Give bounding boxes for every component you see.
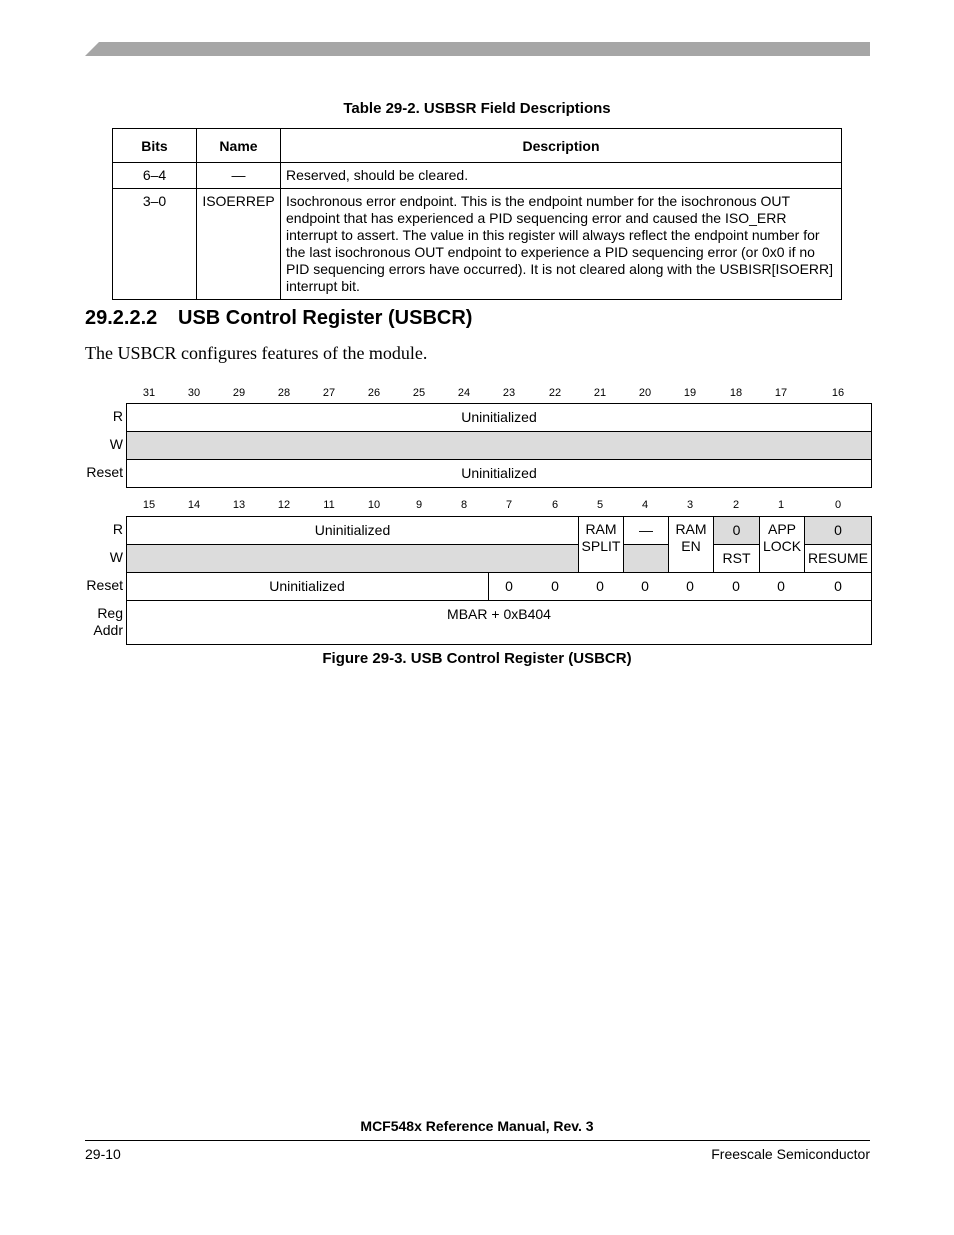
bit0-r-value: 0 <box>834 522 842 538</box>
table-header-row <box>113 129 842 163</box>
row-label-reset: Reset <box>86 464 123 480</box>
bit0-w-cell <box>804 544 872 573</box>
bit-number: 30 <box>187 387 201 399</box>
reset-bit-value: 0 <box>505 578 513 594</box>
reset-bit-value: 0 <box>641 578 649 594</box>
bit-number: 6 <box>551 499 559 511</box>
bit-number: 18 <box>729 387 743 399</box>
bit-number: 28 <box>277 387 291 399</box>
row-label-reg: Reg <box>97 605 123 621</box>
reset-uninitialized: Uninitialized <box>269 578 345 594</box>
bit-number: 17 <box>774 387 788 399</box>
reset-bit-value: 0 <box>777 578 785 594</box>
table-row <box>113 189 842 300</box>
company-name: Freescale Semiconductor <box>711 1146 870 1162</box>
bit-number: 5 <box>596 499 604 511</box>
header-bits: Bits <box>113 129 197 163</box>
bit2-r-cell <box>713 516 760 545</box>
reset-bit-value: 0 <box>596 578 604 594</box>
applock-label-1: APP <box>767 521 796 537</box>
bit-number: 24 <box>457 387 471 399</box>
bit-applock <box>759 516 805 573</box>
bit-number: 3 <box>686 499 694 511</box>
section-heading <box>85 307 472 330</box>
bit-ramsplit <box>578 516 624 573</box>
row-label-addr: Addr <box>93 622 123 638</box>
table-row <box>113 163 842 189</box>
bit-number: 4 <box>641 499 649 511</box>
upper-reset-value: Uninitialized <box>461 465 537 481</box>
page-number: 29-10 <box>85 1146 121 1162</box>
section-number: 29.2.2.2 <box>85 307 158 329</box>
bit-number: 1 <box>777 499 785 511</box>
lower-w-cell-15-6 <box>126 544 579 573</box>
bit-number: 23 <box>502 387 516 399</box>
bit-number: 13 <box>232 499 246 511</box>
bit-number: 8 <box>460 499 468 511</box>
bit4-w-cell <box>623 544 669 573</box>
bit-number: 26 <box>367 387 381 399</box>
row-description: Reserved, should be cleared. <box>281 163 842 189</box>
bit-number: 19 <box>683 387 697 399</box>
upper-reset-cell <box>126 459 872 488</box>
bit-number: 25 <box>412 387 426 399</box>
ramen-label-1: RAM <box>675 521 707 537</box>
section-title: USB Control Register (USBCR) <box>178 307 473 329</box>
reg-addr-value: MBAR + 0xB404 <box>447 606 551 622</box>
bit2-w-value: RST <box>722 550 751 566</box>
ramsplit-label-2: SPLIT <box>581 538 621 554</box>
bit-number: 27 <box>322 387 336 399</box>
bit2-r-value: 0 <box>732 522 741 538</box>
upper-w-cell <box>126 431 872 460</box>
bit0-r-cell <box>804 516 872 545</box>
upper-r-value: Uninitialized <box>461 409 537 425</box>
reg-addr-cell <box>126 600 872 645</box>
row-name: — <box>197 163 281 189</box>
bit-number: 22 <box>548 387 562 399</box>
row-name: ISOERREP <box>197 189 281 300</box>
lower-r-value: Uninitialized <box>314 522 391 538</box>
bit-number: 21 <box>593 387 607 399</box>
figure-caption: Figure 29-3. USB Control Register (USBCR) <box>322 650 632 667</box>
bit-number: 16 <box>831 387 845 399</box>
bit4-value: — <box>639 522 653 538</box>
bit-number: 9 <box>415 499 423 511</box>
table-title: Table 29-2. USBSR Field Descriptions <box>343 100 611 117</box>
bit-number: 12 <box>277 499 291 511</box>
bit-number: 31 <box>142 387 156 399</box>
header-description: Description <box>281 129 842 163</box>
bit-number: 15 <box>142 499 156 511</box>
reset-bit-value: 0 <box>686 578 694 594</box>
ramen-label-2: EN <box>681 538 701 554</box>
ramsplit-label-1: RAM <box>585 521 617 537</box>
applock-label-2: LOCK <box>762 538 802 554</box>
row-label-r: R <box>112 408 123 424</box>
bit-number: 20 <box>638 387 652 399</box>
footer-rule <box>85 1140 870 1141</box>
bit-number: 0 <box>834 499 842 511</box>
reset-bit-value: 0 <box>732 578 740 594</box>
bit-number: 29 <box>232 387 246 399</box>
header-bar <box>85 42 870 56</box>
bit2-w-cell <box>713 544 760 573</box>
row-bits: 3–0 <box>113 189 197 300</box>
lower-r-cell-15-6 <box>126 516 579 545</box>
bit-ramen <box>668 516 714 573</box>
row-label-w: W <box>109 549 123 565</box>
footer-title: MCF548x Reference Manual, Rev. 3 <box>360 1118 594 1134</box>
bit0-w-value: RESUME <box>808 550 868 566</box>
bit-number: 10 <box>367 499 381 511</box>
bit-number: 14 <box>187 499 201 511</box>
bit-number: 2 <box>732 499 740 511</box>
row-label-w: W <box>109 436 123 452</box>
reset-bit-value: 0 <box>834 578 842 594</box>
row-description: Isochronous error endpoint. This is the endpoint number for the isochronous OUT endpoint that has experienced a PID sequencing error and caused the ISO_ERR interrupt to assert. The value in this register will always reflect the endpoint number for the last isochronous OUT endpoint to experience a PID sequencing error (or 0x0 if no PID sequencing errors have occurred). It is not cleared along with the USBISR[ISOERR] interrupt bit. <box>281 189 842 300</box>
bit4-r-cell <box>623 516 669 545</box>
section-body: The USBCR configures features of the module. <box>85 343 428 363</box>
row-label-r: R <box>112 521 123 537</box>
reset-bit-value: 0 <box>551 578 559 594</box>
row-bits: 6–4 <box>113 163 197 189</box>
row-label-reset: Reset <box>86 577 123 593</box>
upper-r-cell <box>126 403 872 432</box>
bit-number: 11 <box>323 499 335 511</box>
header-name: Name <box>197 129 281 163</box>
bit-number: 7 <box>505 499 513 511</box>
field-descriptions-table <box>112 128 842 300</box>
